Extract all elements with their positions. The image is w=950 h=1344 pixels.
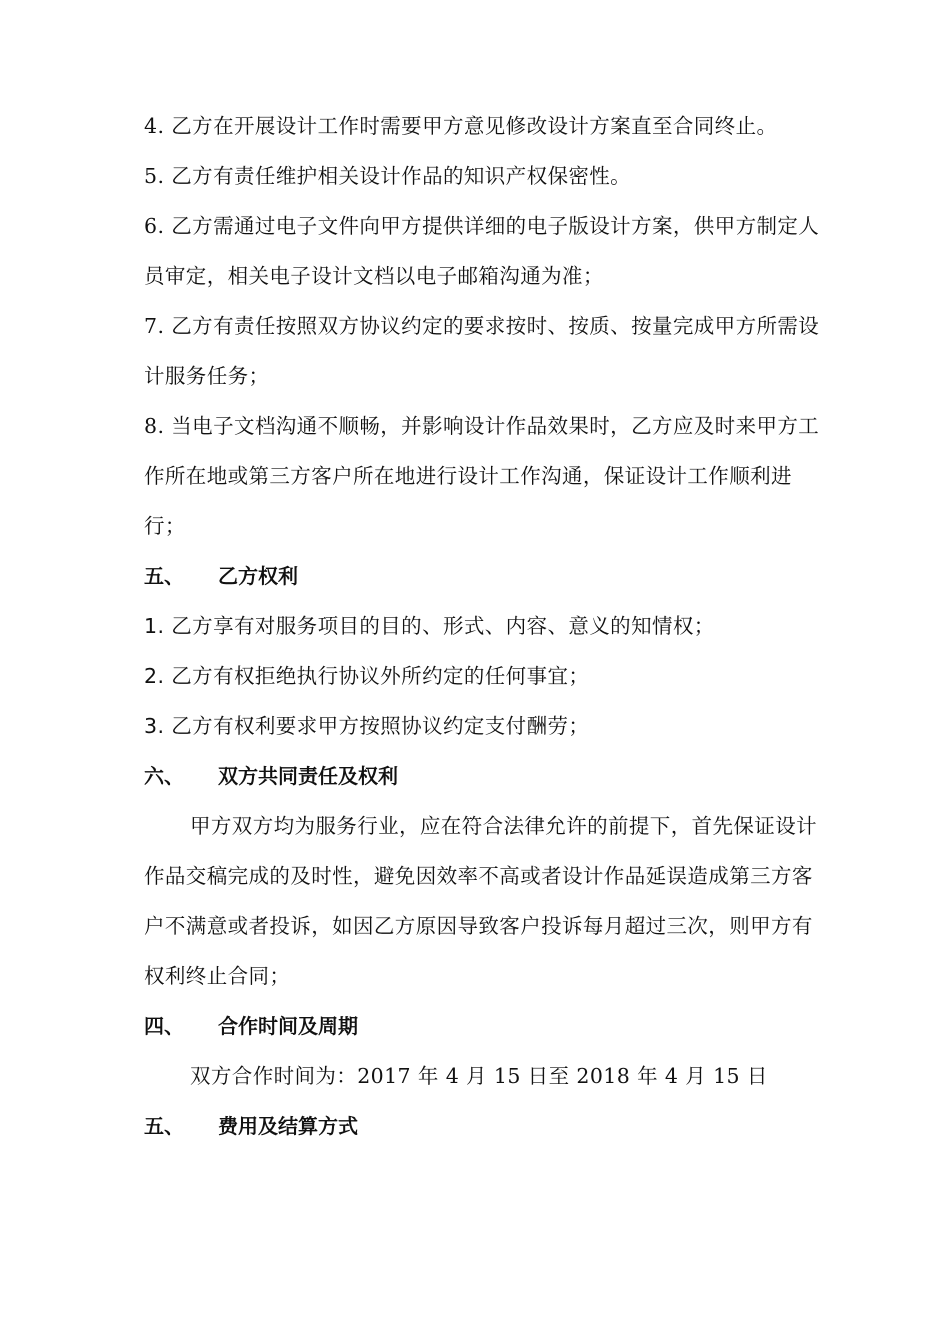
rights-item-text: 乙方有权利要求甲方按照协议约定支付酬劳； <box>171 714 590 738</box>
joint-paragraph: 甲方双方均为服务行业，应在符合法律允许的前提下，首先保证设计作品交稿完成的及时性，避免因效率不高或者设计作品延误造成第三方客户不满意或者投诉，如因乙方原因导致客户投诉每月超过三次，则甲方有权利终止合同； <box>144 814 817 988</box>
rights-item-text: 乙方有权拒绝执行协议外所约定的任何事宜； <box>171 664 590 688</box>
rights-item-number: 2. <box>144 664 165 688</box>
rights-item-3 <box>144 701 820 751</box>
section-title: 合作时间及周期 <box>218 1014 358 1038</box>
period-paragraph: 双方合作时间为：2017 年 4 月 15 日至 2018 年 4 月 15 日 <box>190 1064 768 1088</box>
section-number: 五、 <box>144 1114 184 1138</box>
duty-item-7: 7. 乙方有责任按照双方协议约定的要求按时、按质、按量完成甲方所需设计服务任务； <box>144 314 820 388</box>
section-title: 乙方权利 <box>218 564 298 588</box>
duty-item-4: 4. 乙方在开展设计工作时需要甲方意见修改设计方案直至合同终止。 <box>144 114 778 138</box>
rights-item-number: 3. <box>144 714 165 738</box>
rights-item-2 <box>144 651 820 701</box>
section-number: 四、 <box>144 1014 184 1038</box>
section-title: 双方共同责任及权利 <box>218 764 398 788</box>
section-number: 六、 <box>144 764 184 788</box>
rights-item-1 <box>144 601 820 651</box>
section-number: 五、 <box>144 564 184 588</box>
section-heading-rights <box>144 551 820 601</box>
duty-item-5: 5. 乙方有责任维护相关设计作品的知识产权保密性。 <box>144 164 632 188</box>
duty-item-6: 6. 乙方需通过电子文件向甲方提供详细的电子版设计方案，供甲方制定人员审定，相关电子设计文档以电子邮箱沟通为准； <box>144 214 820 288</box>
rights-item-text: 乙方享有对服务项目的目的、形式、内容、意义的知情权； <box>171 614 715 638</box>
section-heading-fees <box>144 1101 820 1151</box>
section-heading-joint <box>144 751 820 801</box>
duty-item-8: 8. 当电子文档沟通不顺畅，并影响设计作品效果时，乙方应及时来甲方工作所在地或第三方客户所在地进行设计工作沟通，保证设计工作顺利进行； <box>144 414 820 538</box>
document-body <box>144 101 820 1151</box>
rights-item-number: 1. <box>144 614 165 638</box>
section-heading-period <box>144 1001 820 1051</box>
section-title: 费用及结算方式 <box>218 1114 358 1138</box>
